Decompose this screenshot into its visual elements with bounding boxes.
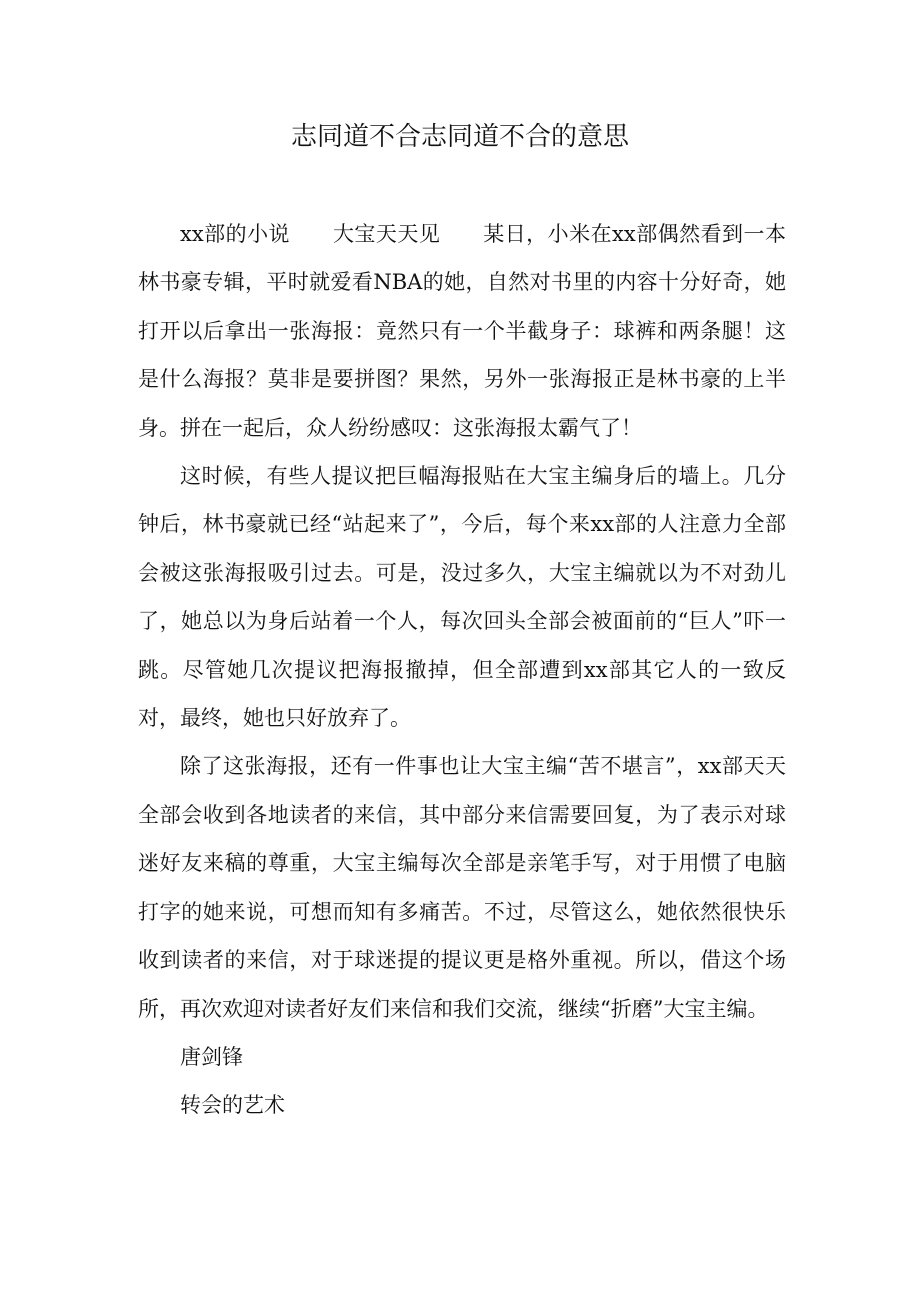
next-article-heading: 转会的艺术 <box>180 1093 285 1118</box>
author-name: 唐剑锋 <box>180 1044 243 1069</box>
document-title: 志同道不合志同道不合的意思 <box>290 122 629 152</box>
paragraph-1: xx部的小说 大宝天天见 某日，小米在xx部偶然看到一本林书豪专辑，平时就爱看NBA的她，自然对书里的内容十分好奇，她打开以后拿出一张海报：竟然只有一个半截身子：球裤和两条腿！这是什么海报？莫非是要拼图？果然，另外一张海报正是林书豪的上半身。拼在一起后，众人纷纷感叹：这张海报太霸气了！ <box>138 222 786 440</box>
document-body <box>138 210 786 1130</box>
paragraph-2: 这时候，有些人提议把巨幅海报贴在大宝主编身后的墙上。几分钟后，林书豪就已经“站起来了”，今后，每个来xx部的人注意力全部会被这张海报吸引过去。可是，没过多久，大宝主编就以为不对劲儿了，她总以为身后站着一个人，每次回头全部会被面前的“巨人”吓一跳。尽管她几次提议把海报撤掉，但全部遭到xx部其它人的一致反对，最终，她也只好放弃了。 <box>138 464 786 731</box>
paragraph-3: 除了这张海报，还有一件事也让大宝主编“苦不堪言”，xx部天天全部会收到各地读者的来信，其中部分来信需要回复，为了表示对球迷好友来稿的尊重，大宝主编每次全部是亲笔手写，对于用惯了电脑打字的她来说，可想而知有多痛苦。不过，尽管这么，她依然很快乐收到读者的来信，对于球迷提的提议更是格外重视。所以，借这个场所，再次欢迎对读者好友们来信和我们交流，继续“折磨”大宝主编。 <box>138 754 786 1021</box>
